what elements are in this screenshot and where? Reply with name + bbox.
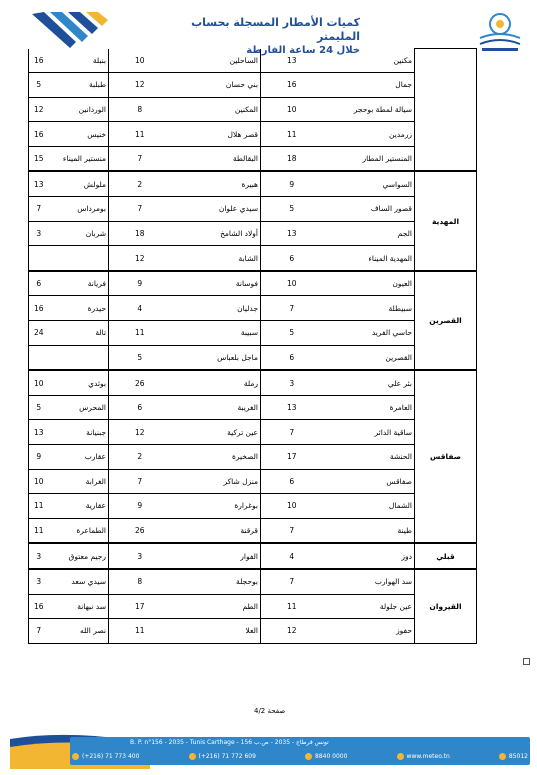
station-name: عين تركية xyxy=(171,420,261,445)
station-name: رملة xyxy=(171,370,261,395)
station-name: هبيرة xyxy=(171,171,261,196)
rain-value: 9 xyxy=(29,445,49,470)
rain-value: 3 xyxy=(29,543,49,569)
table-row xyxy=(29,197,477,222)
rain-value: 17 xyxy=(261,445,323,470)
rain-value: 12 xyxy=(109,73,171,98)
station-name: الغرابة xyxy=(49,469,109,494)
table-row xyxy=(29,594,477,619)
rain-value: 9 xyxy=(109,271,171,296)
rain-value: 11 xyxy=(261,122,323,147)
postal-text: 85012 xyxy=(508,753,528,760)
station-name: بوثدي xyxy=(49,370,109,395)
station-name: الطماعرة xyxy=(49,518,109,543)
table-row xyxy=(29,543,477,569)
station-name: مكنين xyxy=(323,49,415,73)
rain-value: 11 xyxy=(109,321,171,346)
station-name: البقالطة xyxy=(171,146,261,171)
rain-value: 13 xyxy=(29,420,49,445)
station-name: ساقية الدائر xyxy=(323,420,415,445)
rain-value: 8 xyxy=(109,97,171,122)
station-name: عقارية xyxy=(49,494,109,519)
hotline-icon xyxy=(305,753,312,760)
station-name: بنبلة xyxy=(49,49,109,73)
station-name: أولاد الشامخ xyxy=(171,221,261,246)
rain-value: 4 xyxy=(261,543,323,569)
brand-wave-logo xyxy=(30,8,122,50)
fax-icon xyxy=(189,753,196,760)
rain-value: 3 xyxy=(29,569,49,594)
rain-value: 7 xyxy=(261,569,323,594)
station-name: سيالة لمطة بوحجر xyxy=(323,97,415,122)
rain-value: 5 xyxy=(261,321,323,346)
phone-icon xyxy=(72,753,79,760)
rain-value: 4 xyxy=(109,296,171,321)
table-row xyxy=(29,445,477,470)
station-name: القصرين xyxy=(323,345,415,370)
rain-value: 7 xyxy=(261,296,323,321)
rain-value: 16 xyxy=(29,122,49,147)
station-name: بوحجلة xyxy=(171,569,261,594)
rain-value: 7 xyxy=(109,197,171,222)
table-row xyxy=(29,321,477,346)
station-name: الفوار xyxy=(171,543,261,569)
rain-value: 9 xyxy=(109,494,171,519)
station-name: قصور الساف xyxy=(323,197,415,222)
station-name: ملولش xyxy=(49,171,109,196)
station-name: الشابة xyxy=(171,246,261,271)
station-name: الوردانين xyxy=(49,97,109,122)
station-name: جمال xyxy=(323,73,415,98)
rain-value: 7 xyxy=(29,619,49,644)
station-name: نصر الله xyxy=(49,619,109,644)
station-name: الحنشة xyxy=(323,445,415,470)
station-name: المكنين xyxy=(171,97,261,122)
table-row xyxy=(29,569,477,594)
station-name: جبنيانة xyxy=(49,420,109,445)
table-row xyxy=(29,271,477,296)
rain-value: 26 xyxy=(109,370,171,395)
contact-phone2 xyxy=(189,753,256,760)
rain-value: 26 xyxy=(109,518,171,543)
table-row xyxy=(29,146,477,171)
station-name: العيون xyxy=(323,271,415,296)
footer-contacts xyxy=(72,753,528,760)
rain-value: 18 xyxy=(109,221,171,246)
rain-value: 7 xyxy=(109,469,171,494)
station-name: الجم xyxy=(323,221,415,246)
station-name: بومرداس xyxy=(49,197,109,222)
rain-value: 6 xyxy=(261,345,323,370)
station-name: رجيم معتوق xyxy=(49,543,109,569)
station-name: سيدي علوان xyxy=(171,197,261,222)
rain-value: 12 xyxy=(29,97,49,122)
station-name: الشمال xyxy=(323,494,415,519)
station-name: صفاقس xyxy=(323,469,415,494)
rain-value: 13 xyxy=(261,49,323,73)
table-row xyxy=(29,370,477,395)
station-name: ماجل بلعباس xyxy=(171,345,261,370)
station-name: طبلبة xyxy=(49,73,109,98)
station-name: سد نبهانة xyxy=(49,594,109,619)
governorate-cell xyxy=(415,49,477,172)
rain-value: 11 xyxy=(261,594,323,619)
rain-value: 2 xyxy=(109,445,171,470)
table-row xyxy=(29,122,477,147)
page-number: صفحة 4/2 xyxy=(254,707,286,715)
station-name: بوغرارة xyxy=(171,494,261,519)
table-row xyxy=(29,518,477,543)
rain-value: 12 xyxy=(109,420,171,445)
governorate-cell: صفاقس xyxy=(415,370,477,543)
rain-value: 16 xyxy=(29,594,49,619)
rain-value: 3 xyxy=(109,543,171,569)
rainfall-table xyxy=(28,48,477,644)
station-name: سيدي سعد xyxy=(49,569,109,594)
institution-logo xyxy=(476,10,524,54)
rain-value: 5 xyxy=(29,395,49,420)
station-name: سبيبة xyxy=(171,321,261,346)
rain-value: 2 xyxy=(109,171,171,196)
rain-value: 16 xyxy=(261,73,323,98)
rain-value: 5 xyxy=(29,73,49,98)
table-row xyxy=(29,296,477,321)
rain-value: 5 xyxy=(109,345,171,370)
station-name: جدليان xyxy=(171,296,261,321)
table-row xyxy=(29,246,477,271)
station-name: عقارب xyxy=(49,445,109,470)
contact-postal xyxy=(499,753,528,760)
rain-value: 3 xyxy=(261,370,323,395)
table-row xyxy=(29,494,477,519)
table-row xyxy=(29,345,477,370)
station-name: سبيطلة xyxy=(323,296,415,321)
station-name: العلا xyxy=(171,619,261,644)
rain-value: 10 xyxy=(109,49,171,73)
rain-value: 9 xyxy=(261,171,323,196)
rain-value: 6 xyxy=(261,246,323,271)
station-name: الطم xyxy=(171,594,261,619)
station-name xyxy=(49,345,109,370)
rain-value: 10 xyxy=(29,469,49,494)
rain-value xyxy=(29,246,49,271)
phone2-text: (+216) 71 772 609 xyxy=(198,753,256,760)
rain-value: 6 xyxy=(29,271,49,296)
governorate-cell: القيروان xyxy=(415,569,477,643)
station-name: المنستير المطار xyxy=(323,146,415,171)
contact-phone3 xyxy=(305,753,347,760)
station-name: شربان xyxy=(49,221,109,246)
rain-value: 13 xyxy=(29,171,49,196)
rain-value: 10 xyxy=(261,494,323,519)
table-row xyxy=(29,171,477,196)
title-line1: كميات الأمطار المسجلة بحساب المليمتر xyxy=(191,16,360,43)
station-name: حيدرة xyxy=(49,296,109,321)
rain-value: 13 xyxy=(261,395,323,420)
station-name: تالة xyxy=(49,321,109,346)
rain-value: 8 xyxy=(109,569,171,594)
station-name: الساحلين xyxy=(171,49,261,73)
station-name: الغريبة xyxy=(171,395,261,420)
rain-value: 3 xyxy=(29,221,49,246)
table-row xyxy=(29,73,477,98)
rain-value: 24 xyxy=(29,321,49,346)
rain-value: 16 xyxy=(29,49,49,73)
table-row xyxy=(29,49,477,73)
rain-value: 10 xyxy=(29,370,49,395)
station-name: سد الهوارب xyxy=(323,569,415,594)
rain-value: 16 xyxy=(29,296,49,321)
station-name: قرقنة xyxy=(171,518,261,543)
table-row xyxy=(29,420,477,445)
station-name: المحرس xyxy=(49,395,109,420)
contact-website xyxy=(397,753,450,760)
phone1-text: (+216) 71 773 400 xyxy=(82,753,140,760)
rain-value: 7 xyxy=(261,420,323,445)
rain-value: 7 xyxy=(109,146,171,171)
rain-value: 12 xyxy=(261,619,323,644)
station-name: منستير الميناء xyxy=(49,146,109,171)
governorate-cell: القصرين xyxy=(415,271,477,370)
rain-value: 10 xyxy=(261,97,323,122)
station-name: منزل شاكر xyxy=(171,469,261,494)
rain-value: 15 xyxy=(29,146,49,171)
station-name: زرمدين xyxy=(323,122,415,147)
globe-icon xyxy=(397,753,404,760)
station-name: دوز xyxy=(323,543,415,569)
website-text: www.meteo.tn xyxy=(406,753,450,760)
station-name: السواسي xyxy=(323,171,415,196)
rain-value: 18 xyxy=(261,146,323,171)
contact-phone1 xyxy=(72,753,139,760)
rain-value: 7 xyxy=(29,197,49,222)
rain-value: 11 xyxy=(109,619,171,644)
station-name: بئر علي xyxy=(323,370,415,395)
governorate-cell: المهدية xyxy=(415,171,477,270)
page-header xyxy=(0,0,537,55)
station-name: فريانة xyxy=(49,271,109,296)
station-name: الصخيرة xyxy=(171,445,261,470)
station-name xyxy=(49,246,109,271)
station-name: العامرة xyxy=(323,395,415,420)
rain-value: 11 xyxy=(109,122,171,147)
station-name: بني حسان xyxy=(171,73,261,98)
station-name: طينة xyxy=(323,518,415,543)
station-name: المهدية الميناء xyxy=(323,246,415,271)
table-row xyxy=(29,395,477,420)
rain-value: 6 xyxy=(261,469,323,494)
rain-value: 7 xyxy=(261,518,323,543)
rain-value xyxy=(29,345,49,370)
rain-value: 5 xyxy=(261,197,323,222)
page-footer xyxy=(10,729,530,769)
governorate-cell: قبلي xyxy=(415,543,477,569)
rain-value: 11 xyxy=(29,518,49,543)
rain-value: 12 xyxy=(109,246,171,271)
table-row xyxy=(29,221,477,246)
rain-value: 10 xyxy=(261,271,323,296)
title-line2: خلال 24 ساعة الفارطة xyxy=(246,45,360,56)
rain-value: 17 xyxy=(109,594,171,619)
phone3-text: 8840 0000 xyxy=(315,753,348,760)
station-name: حاسي الفريد xyxy=(323,321,415,346)
rain-value: 11 xyxy=(29,494,49,519)
station-name: عين جلولة xyxy=(323,594,415,619)
rain-value: 13 xyxy=(261,221,323,246)
station-name: قصر هلال xyxy=(171,122,261,147)
table-row xyxy=(29,469,477,494)
station-name: حفوز xyxy=(323,619,415,644)
table-row xyxy=(29,97,477,122)
mail-icon xyxy=(499,753,506,760)
rain-value: 6 xyxy=(109,395,171,420)
station-name: خنيس xyxy=(49,122,109,147)
footer-address: B. P. n°156 - 2035 - Tunis Carthage - تونس قرطاج - 2035 - ص.ب 156 xyxy=(130,739,329,746)
table-row xyxy=(29,619,477,644)
resize-handle-icon[interactable] xyxy=(523,658,530,665)
station-name: فوسانة xyxy=(171,271,261,296)
